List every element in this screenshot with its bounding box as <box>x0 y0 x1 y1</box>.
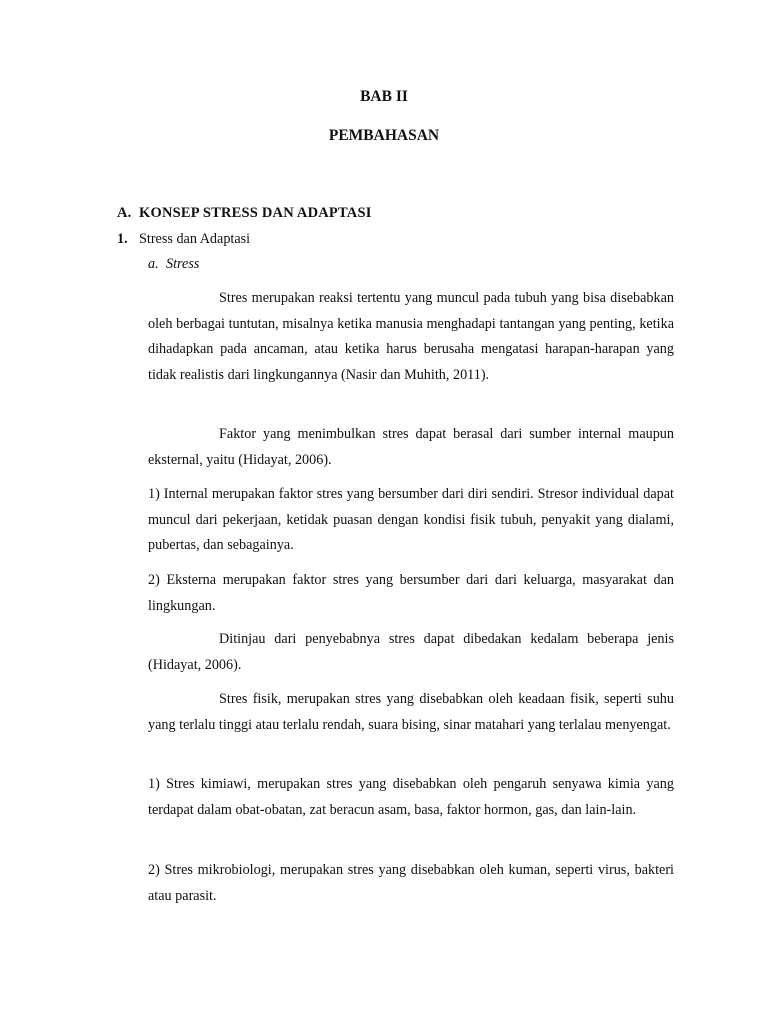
paragraph-microbiological-stress: 2) Stres mikrobiologi, merupakan stres yang disebabkan oleh kuman, seperti virus, bakteri atau parasit. <box>148 862 674 904</box>
chapter-number: BAB II <box>360 88 408 105</box>
paragraph-stress-definition: Stres merupakan reaksi tertentu yang muncul pada tubuh yang bisa disebabkan oleh berbagai tuntutan, misalnya ketika manusia menghadapi tantangan yang penting, ketika dihadapkan pada ancaman, atau ketika harus berusaha mengatasi harapan-harapan yang tidak realistis dari lingkungannya (Nasir dan Muhith, 2011). <box>148 290 674 383</box>
paragraph-internal-factor: 1) Internal merupakan faktor stres yang bersumber dari diri sendiri. Stresor individual dapat muncul dari pekerjaan, ketidak puasan dengan kondisi fisik tubuh, penyakit yang dialami, pubertas, dan sebagainya. <box>148 486 674 553</box>
chapter-title: PEMBAHASAN <box>328 127 440 144</box>
paragraph-stress-factors: Faktor yang menimbulkan stres dapat berasal dari sumber internal maupun eksternal, yaitu (Hidayat, 2006). <box>148 426 674 468</box>
paragraph-external-factor: 2) Eksterna merupakan faktor stres yang bersumber dari dari keluarga, masyarakat dan lingkungan. <box>148 572 674 614</box>
subsubsection-heading <box>148 256 199 273</box>
subsection-title: Stress dan Adaptasi <box>139 231 251 247</box>
paragraph-physical-stress: Stres fisik, merupakan stres yang disebabkan oleh keadaan fisik, seperti suhu yang terlalu tinggi atau terlalu rendah, suara bising, sinar matahari yang terlalau menyengat. <box>148 691 674 733</box>
subsubsection-label: a. <box>148 256 159 272</box>
paragraph-stress-types: Ditinjau dari penyebabnya stres dapat dibedakan kedalam beberapa jenis (Hidayat, 2006). <box>148 631 674 673</box>
section-label: A. <box>117 205 132 221</box>
subsubsection-title: Stress <box>166 256 200 272</box>
section-title: KONSEP STRESS DAN ADAPTASI <box>139 205 372 221</box>
paragraph-chemical-stress: 1) Stres kimiawi, merupakan stres yang disebabkan oleh pengaruh senyawa kimia yang terdapat dalam obat-obatan, zat beracun asam, basa, faktor hormon, gas, dan lain-lain. <box>148 776 674 818</box>
subsection-heading <box>117 231 250 248</box>
subsection-label: 1. <box>117 231 128 247</box>
section-heading <box>117 205 372 222</box>
